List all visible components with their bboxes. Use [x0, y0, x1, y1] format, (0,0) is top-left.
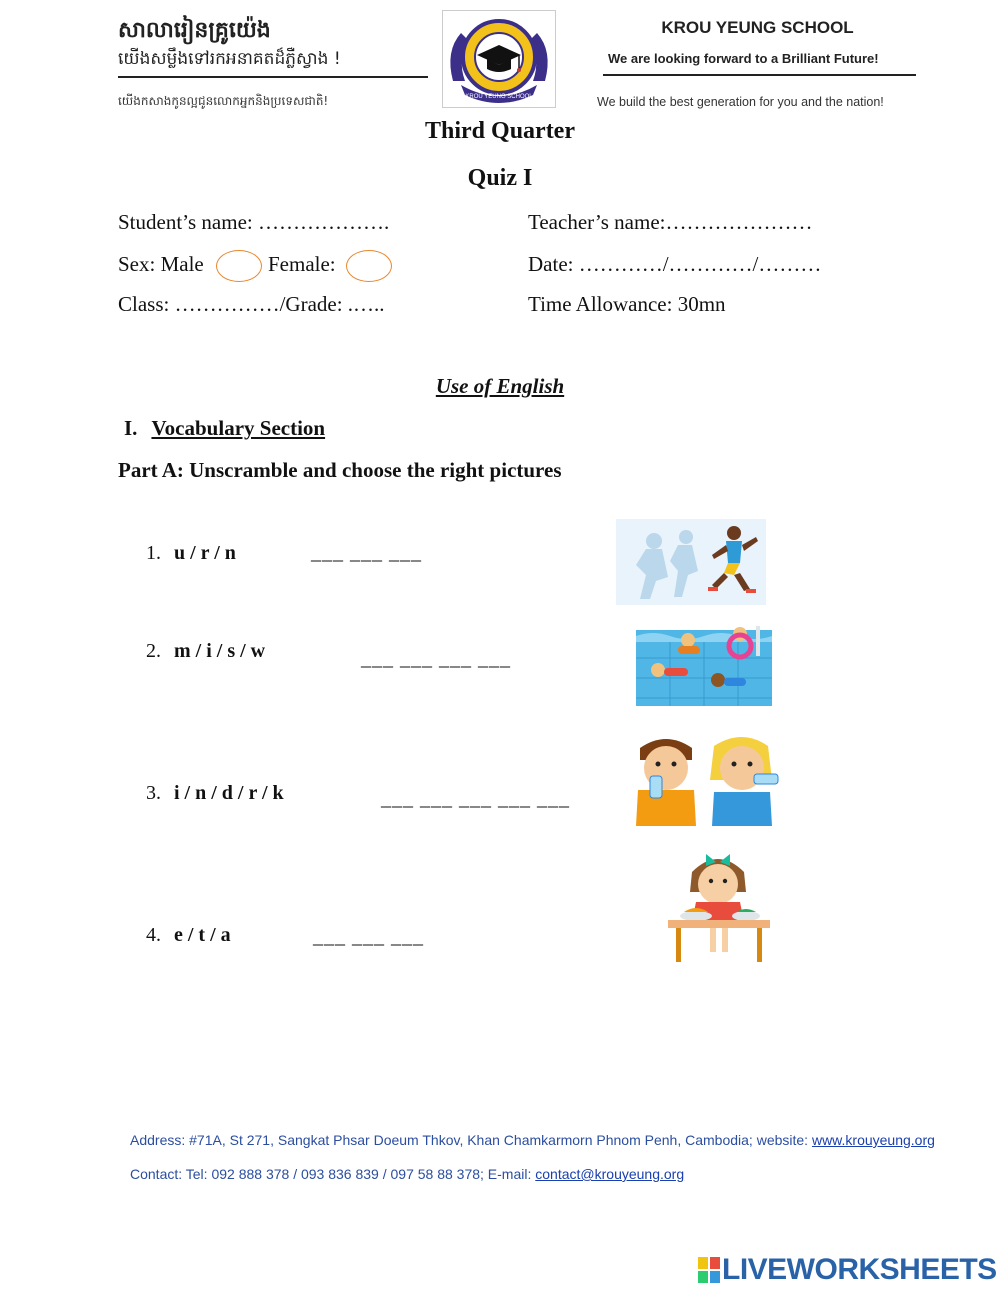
- part-a-instructions: Part A: Unscramble and choose the right pictures: [118, 458, 562, 482]
- school-motto: We are looking forward to a Brilliant Future!: [608, 51, 879, 66]
- email-link[interactable]: contact@krouyeung.org: [535, 1166, 685, 1182]
- question-number: 1.: [146, 542, 161, 564]
- question-item: [146, 640, 265, 663]
- khmer-motto: យើងសម្លឹងទៅរកអនាគតដ៏ភ្លឺស្វាង !: [118, 49, 341, 69]
- section-use-of-english: Use of English: [435, 374, 565, 398]
- time-allowance: Time Allowance: 30mn: [528, 292, 726, 316]
- sex-female-label: Female:: [268, 252, 336, 276]
- liveworksheets-logo-icon: [698, 1257, 720, 1291]
- address-text: Address: #71A, St 271, Sangkat Phsar Doeum Thkov, Khan Chamkarmorn Phnom Penh, Cambodia; website:: [130, 1132, 812, 1148]
- class-grade-field[interactable]: Class: ……………/Grade: .…..: [118, 292, 385, 316]
- footer-address: [130, 1132, 935, 1148]
- answer-blanks[interactable]: ___ ___ ___ ___: [361, 648, 511, 670]
- answer-blanks[interactable]: ___ ___ ___: [313, 926, 424, 948]
- logo-text: KROU YEUNG SCHOOL: [465, 94, 533, 100]
- kids-drinking-picture[interactable]: [630, 730, 782, 826]
- teacher-name-field[interactable]: Teacher’s name:…………………: [528, 210, 813, 234]
- male-choice-oval[interactable]: [216, 250, 262, 282]
- quarter-title: Third Quarter: [425, 118, 575, 144]
- liveworksheets-brand[interactable]: [698, 1253, 997, 1291]
- contact-text: Contact: Tel: 092 888 378 / 093 836 839 / 097 58 88 378; E-mail:: [130, 1166, 536, 1182]
- brand-text: LIVEWORKSHEETS: [722, 1253, 997, 1286]
- question-number: 4.: [146, 924, 161, 946]
- drinking-icon: [630, 730, 782, 826]
- scrambled-letters: e / t / a: [174, 924, 231, 946]
- answer-blanks[interactable]: ___ ___ ___ ___ ___: [381, 788, 570, 810]
- runner-icon: [616, 519, 766, 605]
- running-boy-picture[interactable]: [616, 519, 766, 605]
- scrambled-letters: i / n / d / r / k: [174, 782, 284, 804]
- school-logo: [442, 10, 556, 108]
- question-item: [146, 924, 231, 947]
- scrambled-letters: u / r / n: [174, 542, 236, 564]
- student-name-field[interactable]: Student’s name: ……………….: [118, 210, 390, 234]
- vocabulary-section-title: Vocabulary Section: [151, 416, 326, 440]
- header-divider-right: [603, 74, 916, 76]
- header-divider-left: [118, 76, 428, 78]
- vocabulary-section-heading: [124, 416, 325, 441]
- logo-emblem-icon: [443, 11, 555, 107]
- scrambled-letters: m / i / s / w: [174, 640, 266, 662]
- eating-icon: [666, 846, 772, 962]
- swimming-icon: [636, 618, 772, 706]
- question-item: [146, 782, 284, 805]
- school-name: KROU YEUNG SCHOOL: [661, 18, 854, 37]
- website-link[interactable]: www.krouyeung.org: [811, 1132, 935, 1148]
- section-number: I.: [124, 416, 138, 440]
- school-subtitle: We build the best generation for you and the nation!: [597, 95, 884, 109]
- answer-blanks[interactable]: ___ ___ ___: [311, 542, 422, 564]
- girl-eating-picture[interactable]: [666, 846, 772, 962]
- quiz-title: Quiz I: [467, 165, 533, 191]
- footer-contact: [130, 1166, 684, 1182]
- khmer-subtitle: យើងកសាងកូនល្អជូនលោកអ្នកនិងប្រទេសជាតិ!: [118, 94, 329, 108]
- sex-male-label: Sex: Male: [118, 252, 204, 276]
- question-number: 2.: [146, 640, 161, 662]
- question-item: [146, 542, 236, 565]
- female-choice-oval[interactable]: [346, 250, 392, 282]
- khmer-school-name: សាលារៀនគ្រូយ៉េង: [118, 18, 271, 43]
- kids-swimming-picture[interactable]: [636, 618, 772, 706]
- question-number: 3.: [146, 782, 161, 804]
- date-field[interactable]: Date: …………/…………/………: [528, 252, 822, 276]
